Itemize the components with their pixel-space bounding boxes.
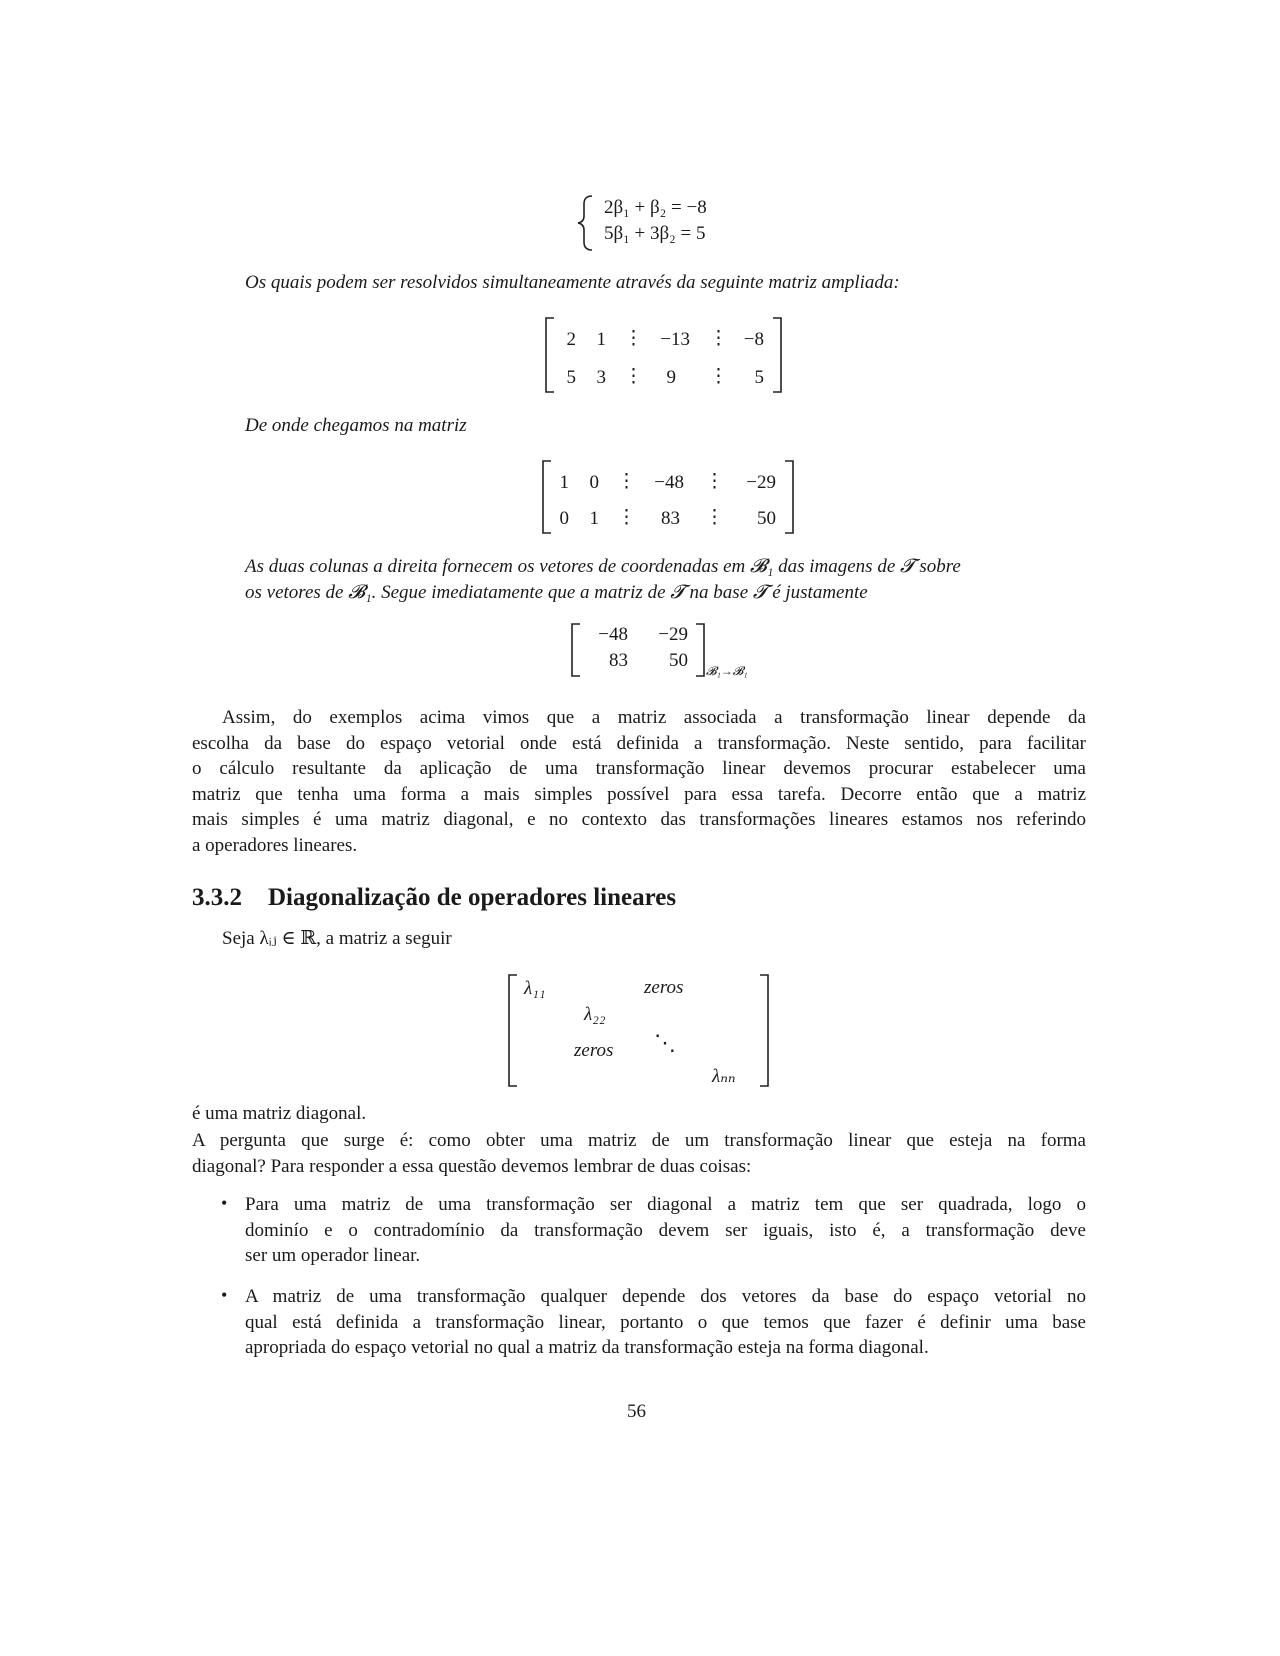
matrix1-cell: 5: [566, 367, 576, 388]
result-cell: −29: [658, 624, 688, 645]
section-heading: [192, 884, 676, 912]
diag-ddots: ⋱: [654, 1030, 676, 1055]
question-line: diagonal? Para responder a essa questão devemos lembrar de duas coisas:: [192, 1155, 752, 1177]
columns-text-line2: os vetores de 𝓑₁. Segue imediatamente que a matriz de 𝓣 na base 𝓣 é justamente: [245, 582, 868, 603]
bullet-item-2: [245, 1284, 1086, 1361]
matrix2-separator: ⋮: [705, 471, 724, 492]
matrix2-cell: −29: [746, 472, 776, 493]
result-right-bracket: [696, 624, 704, 676]
bullet-line: Para uma matriz de uma transformação ser diagonal a matriz tem que ser quadrada, logo o: [245, 1194, 1086, 1215]
bullet-line: ser um operador linear.: [245, 1245, 421, 1266]
result-subscript: 𝓑₁→𝓑₁: [706, 664, 748, 678]
matrix1-right-bracket: [773, 318, 781, 392]
bullet-line: dominío e o contradomínio da transformação devem ser iguais, isto é, a transformação deve: [245, 1219, 1086, 1241]
matrix2-separator: ⋮: [617, 471, 636, 492]
diag-zeros-top: zeros: [644, 977, 684, 998]
result-cell: −48: [598, 624, 628, 645]
matrix2-cell: 83: [661, 508, 680, 529]
matrix1-cell: 2: [566, 329, 576, 350]
matrix2-cell: 0: [559, 508, 569, 529]
system-equation-2: 5β₁ + 3β₂ = 5: [604, 223, 706, 244]
section-title: Diagonalização de operadores lineares: [268, 884, 677, 911]
diag-left-bracket: [509, 975, 517, 1086]
bullet-icon: •: [221, 1285, 228, 1305]
section-number: 3.3.2: [192, 884, 242, 911]
matrix1-separator: ⋮: [624, 366, 643, 387]
matrix1-separator: ⋮: [709, 366, 728, 387]
body-line: matriz que tenha uma forma a mais simples possível para essa tarefa. Decorre então que a matriz: [192, 783, 1086, 805]
matrix1-separator: ⋮: [709, 328, 728, 349]
question-paragraph: [192, 1128, 1086, 1179]
body-paragraph: [192, 705, 1086, 858]
bullet-line: apropriada do espaço vetorial no qual a matriz da transformação esteja na forma diagonal.: [245, 1337, 929, 1358]
body-line: Assim, do exemplos acima vimos que a matriz associada a transformação linear depende da: [222, 707, 1086, 728]
diag-zeros-bottom: zeros: [574, 1040, 614, 1061]
bullet-icon: •: [221, 1193, 228, 1213]
question-line: A pergunta que surge é: como obter uma matriz de um transformação linear que esteja na forma: [192, 1130, 1086, 1151]
body-line: a operadores lineares.: [192, 834, 358, 856]
matrix2-cell: −48: [654, 472, 684, 493]
seja-text: Seja λᵢⱼ ∈ ℝ, a matriz a seguir: [222, 928, 452, 949]
matrix1-cell: 3: [596, 367, 606, 388]
matrix2-cell: 1: [559, 472, 569, 493]
page-number: 56: [627, 1401, 646, 1422]
matrix1-cell: 1: [596, 329, 606, 350]
bullet-line: qual está definida a transformação linear, portanto o que temos que fazer é definir uma base: [245, 1311, 1086, 1333]
body-line: o cálculo resultante da aplicação de uma transformação linear devemos procurar estabelecer uma: [192, 758, 1086, 779]
matrix1-cell: −13: [660, 329, 690, 350]
diag-right-bracket: [760, 975, 768, 1086]
matrix1-separator: ⋮: [624, 328, 643, 349]
bullet-item-1: [245, 1192, 1086, 1269]
diag-lnn: λₙₙ: [712, 1066, 736, 1087]
matrix1-cell: −8: [743, 329, 764, 350]
columns-text-line1: As duas colunas a direita fornecem os vetores de coordenadas em 𝓑₁ das imagens de 𝓣 sobre: [245, 556, 961, 577]
bullet-line: A matriz de uma transformação qualquer depende dos vetores da base do espaço vetorial no: [245, 1286, 1086, 1307]
body-line: mais simples é uma matriz diagonal, e no contexto das transformações lineares estamos nos referindo: [192, 809, 1086, 830]
diag-l22: λ₂₂: [584, 1004, 606, 1025]
matrix2-separator: ⋮: [705, 507, 724, 528]
result-cell: 83: [609, 650, 628, 671]
matrix2-cell: 0: [589, 472, 599, 493]
matrix2-left-bracket: [543, 461, 551, 533]
matrix1-cell: 5: [754, 367, 764, 388]
result-left-bracket: [572, 624, 580, 676]
diag-statement: é uma matriz diagonal.: [192, 1103, 367, 1124]
system-brace: [578, 196, 592, 250]
matrix2-separator: ⋮: [617, 507, 636, 528]
intro-text: Os quais podem ser resolvidos simultaneamente através da seguinte matriz ampliada:: [245, 272, 900, 293]
body-line: escolha da base do espaço vetorial onde está definida a transformação. Neste sentido, para facilitar: [192, 732, 1086, 754]
matrix2-cell: 50: [757, 508, 776, 529]
matrix2-cell: 1: [589, 508, 599, 529]
matrix1-left-bracket: [546, 318, 554, 392]
matrix1-cell: 9: [666, 367, 676, 388]
diag-l11: λ₁₁: [524, 978, 546, 999]
transition-text: De onde chegamos na matriz: [245, 415, 467, 436]
result-cell: 50: [669, 650, 688, 671]
matrix2-right-bracket: [785, 461, 793, 533]
system-equation-1: 2β₁ + β₂ = −8: [604, 197, 707, 218]
